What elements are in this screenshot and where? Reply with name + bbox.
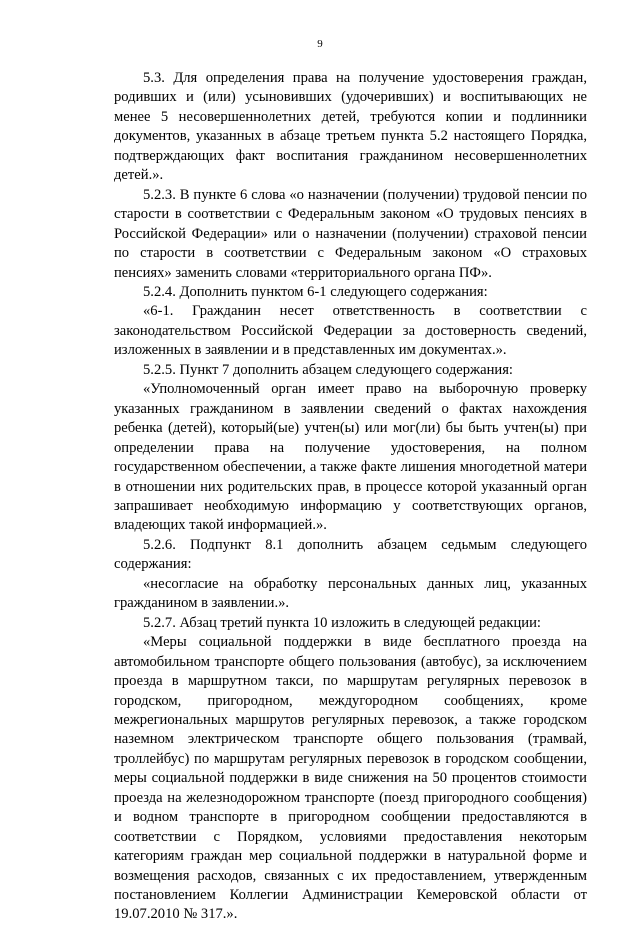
paragraph-item-7-quote: «Уполномоченный орган имеет право на выборочную проверку указанных гражданином в заявлении сведений о фактах нахождения ребенка (детей), который(ые) учтен(ы) или мог(ли) бы быть учтен(ы) при определении права на получение удостоверения, на полном государственном обеспечении, а также факте лишения многодетной матери в отношении них родительских прав, в процессе которой указанный орган запрашивает необходимую информацию у соответствующих органов, владеющих такой информацией.». xyxy=(114,381,587,534)
paragraph-5-2-4: 5.2.4. Дополнить пунктом 6-1 следующего содержания: xyxy=(143,283,488,300)
paragraph-5-2-5: 5.2.5. Пункт 7 дополнить абзацем следующего содержания: xyxy=(143,361,513,378)
page-number: 9 xyxy=(317,38,323,50)
paragraph-5-2-3: 5.2.3. В пункте 6 слова «о назначении (получении) трудовой пенсии по старости в соответствии с Федеральным законом «О трудовых пенсиях в Российской Федерации» или о назначении (получении) страховой пенсии по старости в соответствии с Федеральным законом «О страховых пенсиях» заменить словами «территориального органа ПФ». xyxy=(114,186,587,281)
paragraph-8-1-quote: «несогласие на обработку персональных данных лиц, указанных гражданином в заявлении.». xyxy=(114,575,587,612)
paragraph-5-2-6: 5.2.6. Подпункт 8.1 дополнить абзацем седьмым следующего содержания: xyxy=(114,536,587,573)
document-body xyxy=(114,69,587,925)
paragraph-item-10-quote: «Меры социальной поддержки в виде бесплатного проезда на автомобильном транспорте общего пользования (автобус), за исключением проезда в маршрутном такси, по маршрутам регулярных перевозок в городском, пригородном, междугородном сообщениях, кроме межрегиональных маршрутов регулярных перевозок, а также городском наземном электрическом транспорте общего пользования (трамвай, троллейбус) по маршрутам регулярных перевозок в городском сообщении, меры социальной поддержки в виде снижения на 50 процентов стоимости проезда на железнодорожном транспорте (поезд пригородного сообщения) и водном транспорте в пригородном сообщении предоставляются в соответствии с Порядком, условиями предоставления некоторым категориям граждан мер социальной поддержки в натуральной форме и возмещения расходов, связанных с их предоставлением, утвержденным постановлением Коллегии Администрации Кемеровской области от 19.07.2010 № 317.». xyxy=(114,634,587,923)
paragraph-5-2-7: 5.2.7. Абзац третий пункта 10 изложить в следующей редакции: xyxy=(143,614,541,631)
paragraph-6-1-quote: «6-1. Гражданин несет ответственность в соответствии с законодательством Российской Федерации за достоверность сведений, изложенных в заявлении и в представленных им документах.». xyxy=(114,303,587,359)
paragraph-5-3: 5.3. Для определения права на получение удостоверения граждан, родивших и (или) усыновивших (удочеривших) и воспитывающих не менее 5 несовершеннолетних детей, требуются копии и подлинники документов, указанных в абзаце третьем пункта 5.2 настоящего Порядка, подтверждающих факт воспитания гражданином несовершеннолетних детей.». xyxy=(114,70,587,184)
